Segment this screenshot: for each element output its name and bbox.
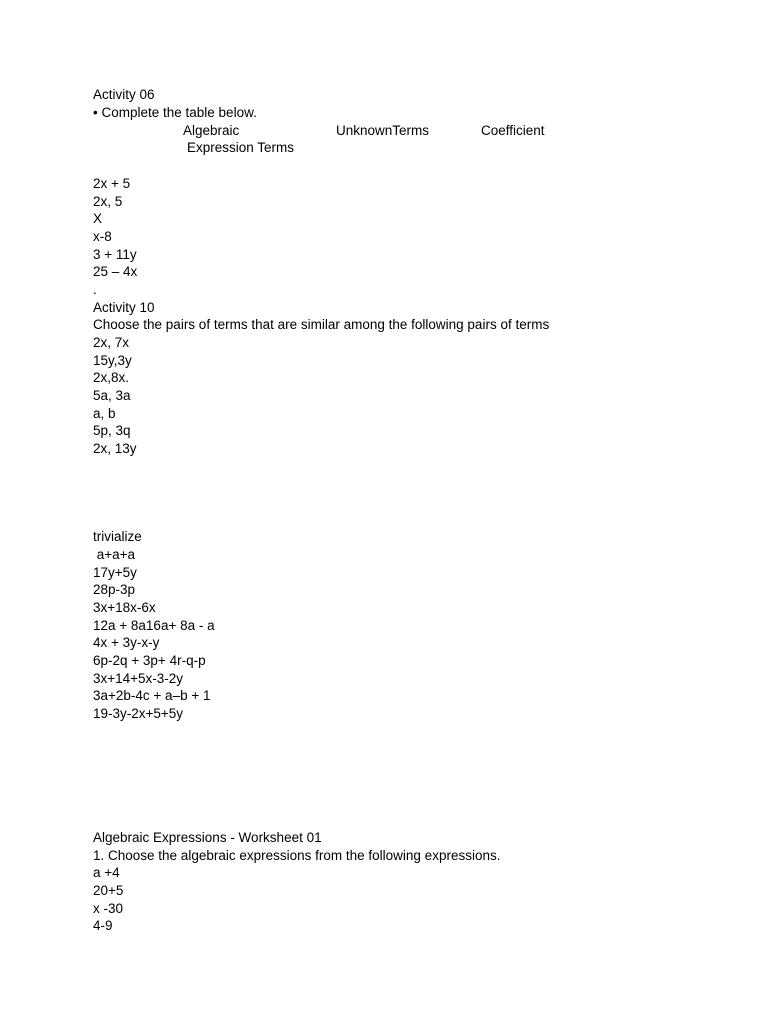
header-coefficient: Coefficient: [481, 123, 545, 138]
term-pair: 2x, 13y: [93, 441, 137, 456]
term-pair: 2x,8x.: [93, 370, 130, 385]
activity-06-instruction: • Complete the table below.: [93, 105, 257, 120]
activity-06-row: X: [93, 211, 103, 226]
trivialize-item: 3x+14+5x-3-2y: [93, 671, 184, 686]
expression-item: 4-9: [93, 918, 113, 933]
trivialize-item: 12a + 8a16a+ 8a - a: [93, 618, 215, 633]
activity-06-row: 2x, 5: [93, 194, 123, 209]
term-pair: 5a, 3a: [93, 388, 131, 403]
activity-06-row: 25 – 4x: [93, 264, 138, 279]
trivialize-item: 28p-3p: [93, 582, 136, 597]
expression-item: a +4: [93, 865, 120, 880]
activity-06-row: 3 + 11y: [93, 247, 137, 262]
activity-06-row: x-8: [93, 229, 112, 244]
expression-item: 20+5: [93, 883, 124, 898]
activity-06-row: .: [93, 282, 97, 297]
term-pair: a, b: [93, 406, 116, 421]
trivialize-item: 6p-2q + 3p+ 4r-q-p: [93, 653, 206, 668]
trivialize-item: 3a+2b-4c + a–b + 1: [93, 688, 211, 703]
trivialize-item: 4x + 3y-x-y: [93, 635, 160, 650]
activity-06-title: Activity 06: [93, 87, 155, 102]
expression-item: x -30: [93, 901, 124, 916]
trivialize-item: 17y+5y: [93, 565, 137, 580]
trivialize-item: a+a+a: [93, 547, 136, 562]
term-pair: 5p, 3q: [93, 423, 131, 438]
trivialize-item: 3x+18x-6x: [93, 600, 156, 615]
worksheet-01-question: 1. Choose the algebraic expressions from the following expressions.: [93, 848, 501, 863]
header-algebraic: Algebraic: [183, 123, 240, 138]
header-unknown-terms: UnknownTerms: [336, 123, 430, 138]
activity-06-row: 2x + 5: [93, 176, 131, 191]
trivialize-title: trivialize: [93, 529, 142, 544]
activity-10-title: Activity 10: [93, 300, 155, 315]
worksheet-01-title: Algebraic Expressions - Worksheet 01: [93, 830, 322, 845]
term-pair: 2x, 7x: [93, 335, 130, 350]
term-pair: 15y,3y: [93, 353, 132, 368]
activity-10-instruction: Choose the pairs of terms that are similar among the following pairs of terms: [93, 317, 550, 332]
header-expression-terms: Expression Terms: [187, 140, 295, 155]
trivialize-item: 19-3y-2x+5+5y: [93, 706, 184, 721]
